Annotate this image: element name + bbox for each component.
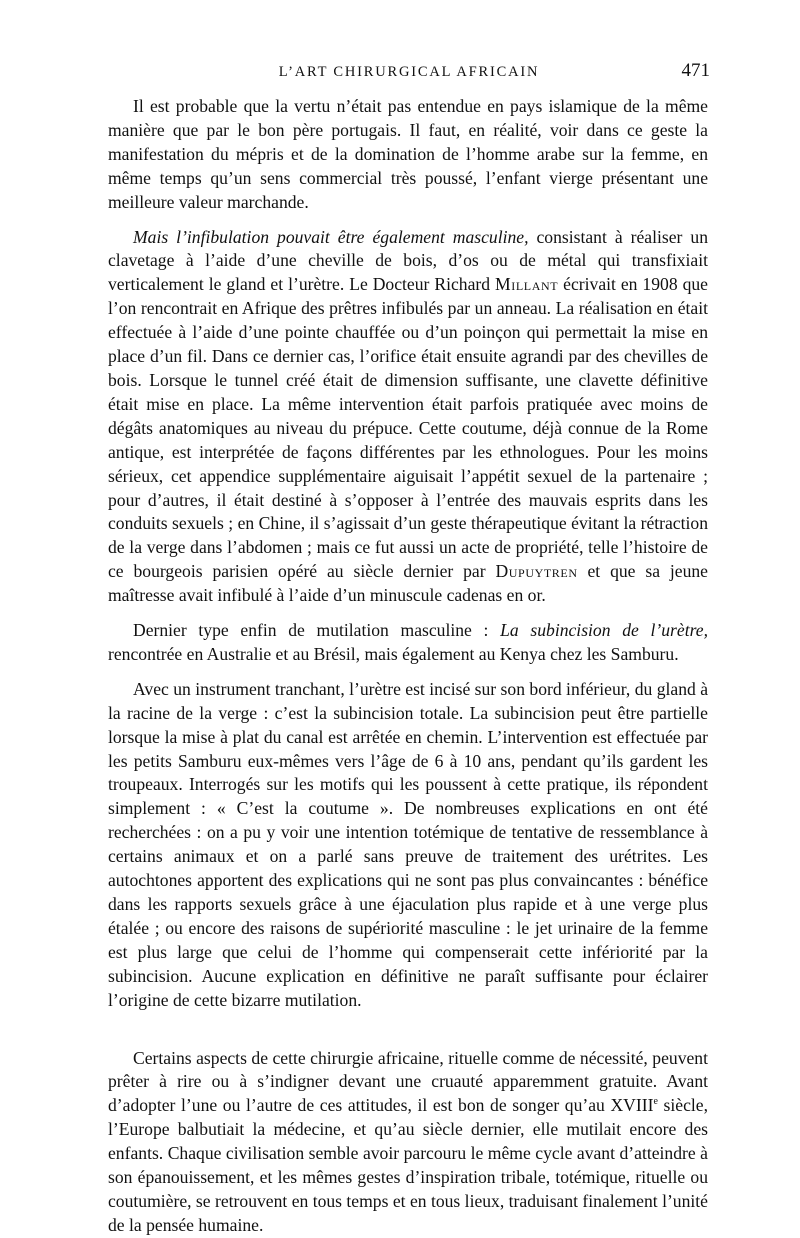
paragraph-3-italic: La subincision de l’urètre,: [500, 620, 708, 641]
paragraph-2-italic-lead: Mais l’infibulation pouvait être également masculine,: [133, 226, 529, 247]
paragraph-3-text-b: rencontrée en Australie et au Brésil, mais également au Kenya chez les Samburu.: [108, 643, 679, 664]
paragraph-4: Avec un instrument tranchant, l’urètre est incisé sur son bord inférieur, du gland à la racine de la verge : c’est la subincision totale. La subincision peut être partielle lorsque la mise à plat du canal est arrêtée en chemin. L’intervention est effectuée par les petits Samburu eux-mêmes vers l’âge de 6 à 10 ans, pendant qu’ils gardent les troupeaux. Interrogés sur les motifs qui les poussent à cette pratique, ils répondent simplement : « C’est la coutume ». De nombreuses explications en ont été recherchées : on a pu y voir une intention totémique de tentative de ressemblance à certains animaux et on a parlé sans preuve de traitement des urétrites. Les autochtones apportent des explications qui ne sont pas plus convaincantes : bénéfice dans les rapports sexuels grâce à une éjaculation plus rapide et à une verge plus étalée ; ou encore des raisons de supériorité masculine : le jet urinaire de la femme est plus large que celui de l’homme qui compenserait cette infériorité par la subincision. Aucune explication en définitive ne paraît suffisante pour éclairer l’origine de cette bizarre mutilation.: [108, 678, 708, 1010]
page-header: [108, 60, 710, 88]
paragraph-2-text-b: écrivait en 1908 que l’on rencontrait en Afrique des prêtres infibulés par un anneau. La réalisation en était effectuée à l’aide d’une pointe chauffée ou d’un poinçon qui permettait la mise en place d’un fil. Dans ce dernier cas, l’orifice était ensuite agrandi par des chevilles de bois. Lorsque le tunnel créé était de dimension suffisante, une clavette définitive était mise en place. La même intervention était parfois pratiquée avec moins de dégâts anatomiques au niveau du prépuce. Cette coutume, déjà connue de la Rome antique, est interprétée de façons différentes par les ethnologues. Pour les moins sérieux, cet appendice supplémentaire aiguisait l’appétit sexuel de la partenaire ; pour d’autres, il était destiné à s’opposer à l’entrée des mauvais esprits dans les conduits sexuels ; en Chine, il s’agissait d’un geste thérapeutique évitant la rétraction de la verge dans l’abdomen ; mais ce fut aussi un acte de propriété, telle l’histoire de ce bourgeois parisien opéré au siècle dernier par: [108, 274, 708, 582]
author-name-dupuytren: Dupuytren: [495, 561, 578, 582]
paragraph-5-text-a: Certains aspects de cette chirurgie africaine, rituelle comme de nécessité, peuvent prêter à rire ou à s’indigner devant une cruauté apparemment gratuite. Avant d’adopter l’une ou l’autre de ces attitudes, il est bon de songer qu’au XVIII: [108, 1047, 708, 1116]
paragraph-2: [108, 226, 708, 609]
paragraph-2-text-c: et que sa jeune maîtresse avait infibulé à l’aide d’un minuscule cadenas en or.: [108, 561, 708, 606]
paragraph-5-text-b: siècle, l’Europe balbutiait la médecine, et qu’au siècle dernier, elle mutilait encore des enfants. Chaque civilisation semble avoir parcouru le même cycle avant d’atteindre à son épanouissement, et les mêmes gestes d’inspiration tribale, totémique, rituelle ou coutumière, se retrouvent en tous temps et en tous lieux, traduisant finalement l’unité de la pensée humaine.: [108, 1095, 708, 1235]
century-superscript: e: [653, 1096, 658, 1108]
author-name-millant: Millant: [495, 274, 559, 295]
running-title: L’ART CHIRURGICAL AFRICAIN: [278, 64, 540, 80]
page-number: 471: [681, 60, 710, 81]
paragraph-3: [108, 619, 708, 667]
paragraph-3-text-a: Dernier type enfin de mutilation masculine :: [133, 620, 501, 641]
paragraph-2-text-a: consistant à réaliser un clavetage à l’aide d’une cheville de bois, d’os ou de métal qui transfixiait verticalement le gland et l’urètre. Le Docteur Richard: [108, 226, 708, 295]
paragraph-5: [108, 1047, 708, 1238]
paragraph-1: Il est probable que la vertu n’était pas entendue en pays islamique de la même manière que par le bon père portugais. Il faut, en réalité, voir dans ce geste la manifestation du mépris et de la domination de l’homme arabe sur la femme, en même temps qu’un sens commercial très poussé, l’enfant vierge présentant une meilleure valeur marchande.: [108, 96, 708, 212]
body-text: [108, 95, 708, 1238]
